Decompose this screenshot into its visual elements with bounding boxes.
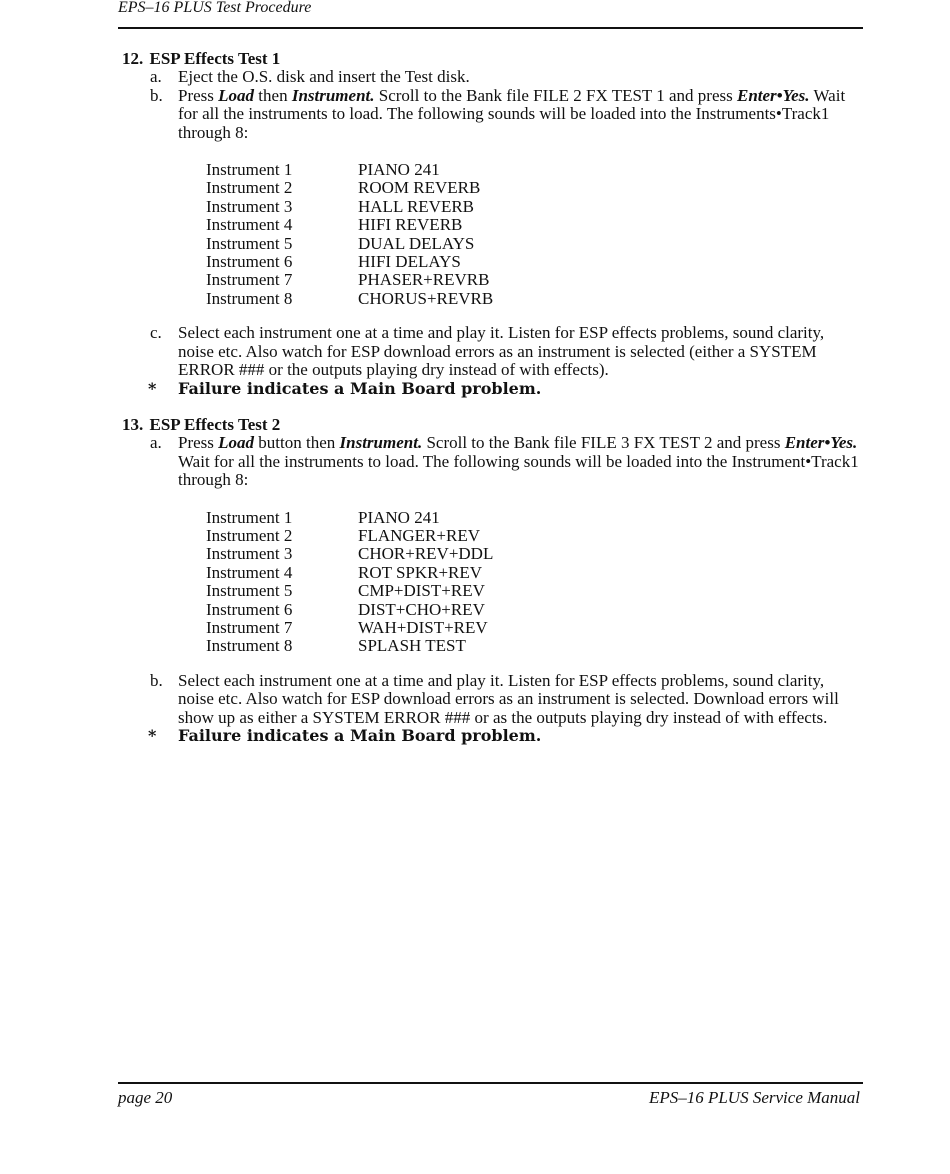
failure-text: Failure indicates a Main Board problem. [178, 726, 542, 746]
instrument-table [206, 161, 493, 308]
instrument-sound: SPLASH TEST [358, 636, 466, 656]
instrument-name: Instrument 8 [206, 636, 293, 656]
step-a [122, 68, 862, 86]
instrument-row [206, 290, 493, 308]
instrument-sound: DIST+CHO+REV [358, 599, 485, 619]
section-number: 13. [122, 415, 144, 434]
instrument-name: Instrument 6 [206, 599, 293, 619]
instrument-name: Instrument 8 [206, 288, 293, 308]
step-text: Eject the O.S. disk and insert the Test disk. [178, 67, 470, 87]
step-text: Select each instrument one at a time and play it. Listen for ESP effects problems, sound clarity, noise etc. Also watch for ESP download errors as an instrument is selected. Download errors will show up as either a SYSTEM ERROR ### or as the outputs playing dry instead of with effects. [178, 670, 839, 727]
bullet: * [148, 726, 157, 746]
instrument-sound: HALL REVERB [358, 196, 475, 216]
step-text: Select each instrument one at a time and play it. Listen for ESP effects problems, sound clarity, noise etc. Also watch for ESP download errors as an instrument is selected (either a SYSTEM ERROR ### or the outputs playing dry instead of with effects). [178, 323, 825, 380]
instrument-name: Instrument 4 [206, 215, 293, 235]
instrument-sound: FLANGER+REV [358, 526, 480, 546]
instrument-sound: DUAL DELAYS [358, 233, 475, 253]
header-rule [118, 27, 863, 29]
instrument-name: Instrument 3 [206, 544, 293, 564]
instrument-sound: CHORUS+REVRB [358, 288, 494, 308]
enter-yes-key: Enter•Yes. [737, 85, 810, 105]
step-b [122, 87, 862, 142]
instrument-name: Instrument 1 [206, 160, 293, 180]
instrument-name: Instrument 3 [206, 196, 293, 216]
instrument-name: Instrument 5 [206, 233, 293, 253]
instrument-sound: ROT SPKR+REV [358, 562, 483, 582]
instrument-key: Instrument. [339, 433, 423, 453]
instrument-name: Instrument 2 [206, 178, 293, 198]
section-esp-effects-test-2 [122, 416, 862, 746]
step-text: Press Load then Instrument. Scroll to the Bank file FILE 2 FX TEST 1 and press Enter•Yes. Wait for all the instruments to load. The following sounds will be loaded into the Instruments•Track1 through 8: [178, 85, 846, 142]
instrument-sound: CHOR+REV+DDL [358, 544, 494, 564]
section-number: 12. [122, 49, 144, 68]
instrument-key: Instrument. [291, 85, 375, 105]
instrument-name: Instrument 1 [206, 507, 293, 527]
step-c [122, 324, 862, 379]
instrument-row [206, 619, 493, 637]
instrument-sound: CMP+DIST+REV [358, 581, 485, 601]
instrument-name: Instrument 2 [206, 526, 293, 546]
section-esp-effects-test-1 [122, 50, 862, 398]
failure-note [122, 727, 862, 745]
instrument-sound: PIANO 241 [358, 507, 440, 527]
page-number: page 20 [118, 1088, 173, 1107]
instrument-row [206, 179, 493, 197]
step-a [122, 434, 862, 489]
step-b [122, 672, 862, 727]
bullet: * [148, 378, 157, 398]
instrument-row [206, 253, 493, 271]
section-title-text: ESP Effects Test 1 [149, 49, 281, 68]
section-title [122, 50, 862, 68]
instrument-row [206, 198, 493, 216]
instrument-row [206, 271, 493, 289]
section-title-text: ESP Effects Test 2 [149, 415, 281, 434]
instrument-sound: WAH+DIST+REV [358, 618, 488, 638]
step-label: c. [150, 323, 162, 343]
instrument-name: Instrument 6 [206, 252, 293, 272]
instrument-row [206, 527, 493, 545]
instrument-row [206, 235, 493, 253]
instrument-name: Instrument 7 [206, 618, 293, 638]
instrument-table [206, 509, 493, 656]
instrument-row [206, 161, 493, 179]
section-title [122, 416, 862, 434]
footer-rule [118, 1082, 863, 1084]
instrument-sound: HIFI REVERB [358, 215, 463, 235]
instrument-row [206, 509, 493, 527]
step-label: b. [150, 85, 163, 105]
instrument-row [206, 601, 493, 619]
instrument-sound: PHASER+REVRB [358, 270, 490, 290]
instrument-name: Instrument 7 [206, 270, 293, 290]
load-key: Load [218, 433, 255, 453]
load-key: Load [218, 85, 255, 105]
instrument-row [206, 637, 493, 655]
step-label: b. [150, 670, 163, 690]
instrument-name: Instrument 4 [206, 562, 293, 582]
instrument-row [206, 216, 493, 234]
running-header-title: EPS–16 PLUS Test Procedure [118, 0, 312, 16]
step-text: Press Load button then Instrument. Scroll to the Bank file FILE 3 FX TEST 2 and press Enter•Yes. Wait for all the instruments to load. The following sounds will be loaded into the Instrument•Track1 through 8: [178, 433, 859, 490]
failure-text: Failure indicates a Main Board problem. [178, 378, 542, 398]
enter-yes-key: Enter•Yes. [784, 433, 858, 453]
instrument-row [206, 582, 493, 600]
instrument-row [206, 545, 493, 563]
step-label: a. [150, 67, 162, 87]
instrument-row [206, 564, 493, 582]
instrument-sound: ROOM REVERB [358, 178, 481, 198]
instrument-name: Instrument 5 [206, 581, 293, 601]
step-label: a. [150, 433, 162, 453]
instrument-sound: PIANO 241 [358, 160, 440, 180]
manual-title: EPS–16 PLUS Service Manual [648, 1088, 860, 1107]
instrument-sound: HIFI DELAYS [358, 252, 461, 272]
failure-note [122, 380, 862, 398]
